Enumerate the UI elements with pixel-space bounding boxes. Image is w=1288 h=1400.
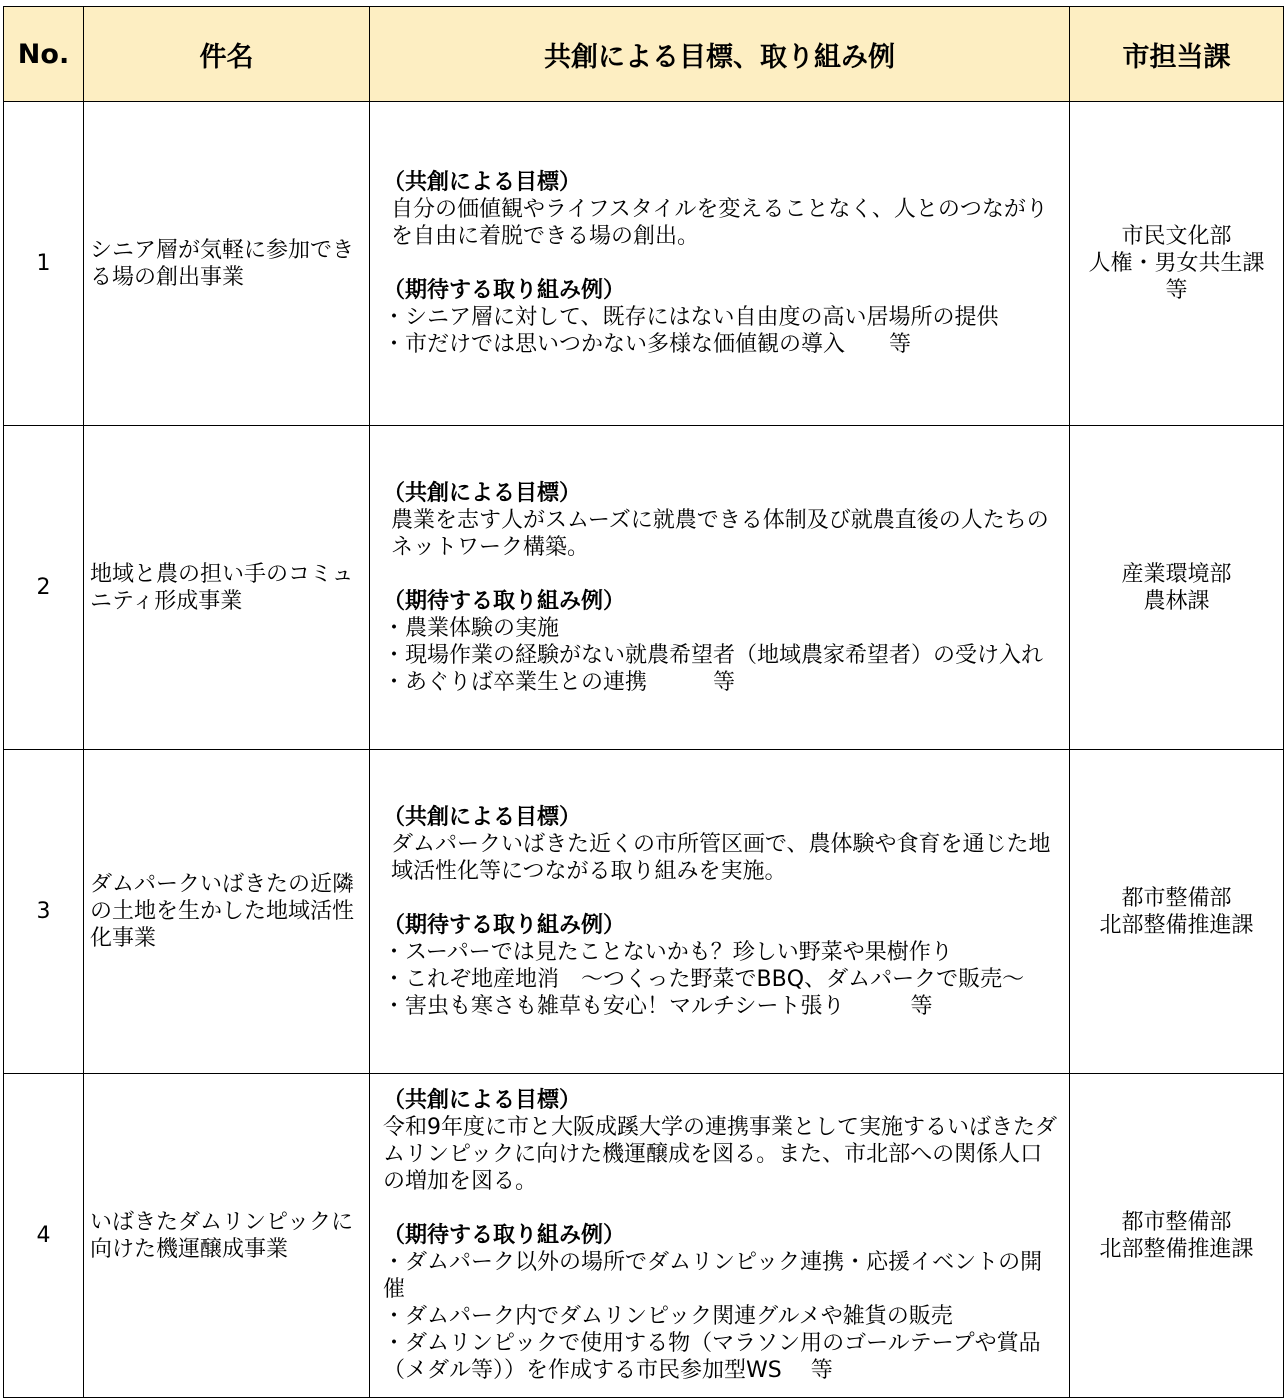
- example-item: ・スーパーでは見たことないかも？珍しい野菜や果樹作り: [383, 939, 953, 965]
- header-name: 件名: [84, 7, 370, 102]
- department-line: 人権・男女共生課: [1088, 251, 1265, 276]
- header-row: [4, 7, 1284, 102]
- department-line: 等: [1165, 278, 1188, 303]
- project-name: 地域と農の担い手のコミュニティ形成事業: [84, 426, 370, 750]
- goal-text: 農業を志す人がスムーズに就農できる体制及び就農直後の人たちのネットワーク構築。: [391, 507, 1049, 560]
- department: [1070, 426, 1284, 750]
- example-item: ・農業体験の実施: [383, 615, 560, 641]
- table-row: [4, 102, 1284, 426]
- department: [1070, 1074, 1284, 1398]
- department-line: 北部整備推進課: [1099, 912, 1254, 938]
- example-item: ・害虫も寒さも雑草も安心！マルチシート張り 等: [383, 993, 933, 1019]
- project-name: ダムパークいばきたの近隣の土地を生かした地域活性化事業: [84, 750, 370, 1074]
- row-number: 2: [4, 426, 84, 750]
- header-detail: 共創による目標、取り組み例: [370, 7, 1070, 102]
- table-row: [4, 750, 1284, 1074]
- header-dept: 市担当課: [1070, 7, 1284, 102]
- example-item: ・ダムリンピックで使用する物（マラソン用のゴールテープや賞品（メダル等））を作成する市民参加型WS 等: [383, 1331, 1041, 1383]
- department-line: 都市整備部: [1121, 885, 1232, 911]
- example-item: ・ダムパーク以外の場所でダムリンピック連携・応援イベントの開催: [383, 1250, 1043, 1302]
- department-line: 産業環境部: [1121, 561, 1232, 587]
- header-no: No.: [4, 7, 84, 102]
- row-number: 1: [4, 102, 84, 426]
- examples-heading: （期待する取り組み例）: [383, 1223, 626, 1248]
- project-name: いばきたダムリンピックに向けた機運醸成事業: [84, 1074, 370, 1398]
- department-line: 農林課: [1143, 588, 1210, 614]
- example-item: ・シニア層に対して、既存にはない自由度の高い居場所の提供: [383, 305, 999, 330]
- department: [1070, 102, 1284, 426]
- goal-heading: （共創による目標）: [383, 480, 582, 506]
- example-item: ・あぐりば卒業生との連携 等: [383, 669, 736, 695]
- project-table: [3, 6, 1284, 1398]
- row-number: 4: [4, 1074, 84, 1398]
- example-item: ・現場作業の経験がない就農希望者（地域農家希望者）の受け入れ: [383, 642, 1044, 668]
- project-detail: [370, 1074, 1070, 1398]
- department: [1070, 750, 1284, 1074]
- project-detail: [370, 102, 1070, 426]
- examples-heading: （期待する取り組み例）: [383, 588, 626, 614]
- table-row: [4, 1074, 1284, 1398]
- goal-heading: （共創による目標）: [383, 804, 582, 830]
- department-line: 都市整備部: [1121, 1209, 1232, 1235]
- goal-heading: （共創による目標）: [383, 1088, 582, 1113]
- table-row: [4, 426, 1284, 750]
- example-item: ・ダムパーク内でダムリンピック関連グルメや雑貨の販売: [383, 1304, 953, 1329]
- project-detail: [370, 426, 1070, 750]
- goal-heading: （共創による目標）: [383, 170, 582, 195]
- department-line: 北部整備推進課: [1099, 1236, 1254, 1262]
- project-detail: [370, 750, 1070, 1074]
- row-number: 3: [4, 750, 84, 1074]
- examples-heading: （期待する取り組み例）: [383, 278, 626, 303]
- example-item: ・これぞ地産地消 ～つくった野菜でBBQ、ダムパークで販売～: [383, 966, 1025, 992]
- goal-text: 自分の価値観やライフスタイルを変えることなく、人とのつながりを自由に着脱できる場の創出。: [391, 197, 1048, 249]
- examples-heading: （期待する取り組み例）: [383, 912, 626, 938]
- goal-text: ダムパークいばきた近くの市所管区画で、農体験や食育を通じた地域活性化等につながる取り組みを実施。: [391, 831, 1051, 884]
- department-line: 市民文化部: [1121, 224, 1232, 249]
- goal-text: 令和9年度に市と大阪成蹊大学の連携事業として実施するいばきたダムリンピックに向けた機運醸成を図る。また、市北部への関係人口の増加を図る。: [383, 1115, 1057, 1194]
- project-name: シニア層が気軽に参加できる場の創出事業: [84, 102, 370, 426]
- example-item: ・市だけでは思いつかない多様な価値観の導入 等: [383, 332, 912, 357]
